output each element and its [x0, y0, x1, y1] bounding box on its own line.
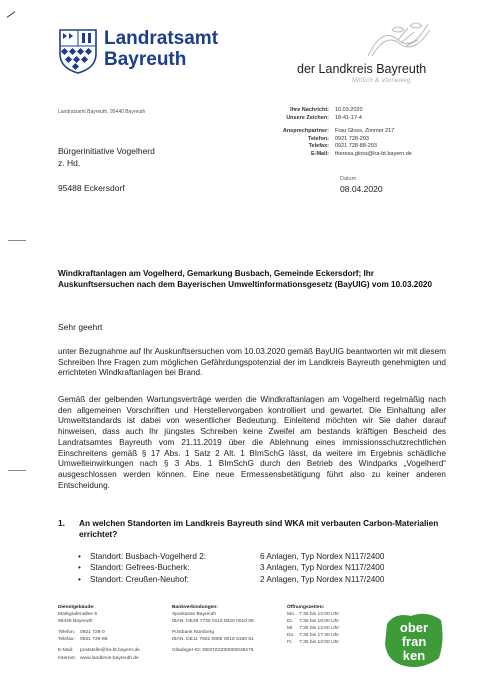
fold-mark: [8, 240, 26, 241]
corner-mark: [7, 11, 16, 18]
question-heading: [58, 518, 453, 541]
coat-of-arms-icon: [58, 28, 98, 74]
meta-value: 0921 728-88-293: [335, 143, 377, 149]
site-count: 2 Anlagen, Typ Nordex N117/2400: [260, 574, 385, 584]
meta-row: [252, 115, 445, 123]
footer-line: 95448 Bayreuth: [58, 619, 93, 625]
org-title: [104, 28, 218, 70]
meta-value: Frau Gloss, Zimmer 217: [335, 128, 395, 134]
sender-return-address: Landratsamt Bayreuth, 95440 Bayreuth: [58, 109, 146, 115]
recipient-line1: Bürgerinitiative Vogelherd: [58, 146, 155, 156]
list-item: [78, 574, 384, 585]
hours-time: 7:30 bis 12:00 Uhr: [299, 612, 339, 618]
footer-email: poststelle@lra-bt.bayern.de: [80, 648, 140, 654]
county-name: der Landkreis Bayreuth: [297, 62, 427, 76]
meta-key: Unsere Zeichen:: [286, 114, 329, 121]
hours-time: 7:30 bis 12:00 Uhr: [299, 626, 339, 632]
hours-day: Do.: [287, 633, 295, 639]
footer-line: Gläubiger-ID: DE97ZZZ00000048275: [172, 648, 254, 654]
site-count: 6 Anlagen, Typ Nordex N117/2400: [260, 552, 385, 561]
meta-value: 18-41-17-4: [335, 114, 362, 121]
list-item: [78, 562, 384, 573]
bullet-icon: •: [78, 552, 81, 561]
hours-day: Di.: [287, 619, 293, 625]
bullet-icon: •: [78, 574, 81, 584]
footer-label: E-Mail:: [58, 648, 74, 654]
meta-row: [252, 151, 445, 159]
site-count: 3 Anlagen, Typ Nordex N117/2400: [260, 563, 385, 573]
meta-value: theresa.gloss@lra-bt.bayern.de: [335, 150, 412, 157]
site-location: Standort: Busbach-Vogelherd 2:: [90, 552, 207, 561]
subject-line: Windkraftanlagen am Vogelherd, Gemarkung Busbach, Gemeinde Eckersdorf; Ihr Auskunftsersuchen nach dem Bayerischen Umweltinformationsgesetz (BayUIG) vom 10.03.2020: [58, 269, 433, 290]
body-paragraph: unter Bezugnahme auf Ihr Auskunftsersuchen vom 10.03.2020 gemäß BayUIG beantworten wir mit diesem Schreiben Ihre Fragen zum möglichen Gefährdungspotenzial der im Landkreis Bayreuth genehmigten und errichteten Windkraftanlagen bei Brand.: [58, 347, 446, 378]
meta-key: Telefax:: [308, 143, 329, 149]
recipient-address: [58, 146, 155, 169]
footer-heading: Öffnungszeiten:: [287, 605, 325, 610]
recipient-city: 95488 Eckersdorf: [58, 183, 125, 193]
meta-row: [252, 143, 445, 151]
footer-bank: [172, 604, 282, 655]
footer-hours: [287, 604, 362, 647]
question-text: An welchen Standorten im Landkreis Bayreuth sind WKA mit verbauten Carbon-Materialien errichtet?: [79, 518, 439, 540]
org-title-line2: Bayreuth: [104, 49, 187, 70]
meta-row: [252, 107, 445, 115]
meta-row: [252, 136, 445, 144]
site-list: [78, 551, 384, 585]
salutation: Sehr geehrt: [58, 322, 103, 332]
hours-time: 7:30 bis 17:30 Uhr: [299, 633, 339, 639]
meta-row: [252, 128, 445, 136]
footer-label: Telefon:: [58, 630, 76, 636]
footer-web: www.landkreis-bayreuth.de: [80, 655, 139, 661]
site-location: Standort: Creußen-Neuhof:: [90, 574, 189, 584]
hours-day: Mo.: [287, 612, 296, 618]
meta-value: 0921 728-293: [335, 135, 369, 142]
footer-heading: Bankverbindungen:: [172, 605, 218, 610]
county-tagline: Mittlich & Vorneweg: [352, 78, 411, 84]
footer-line: Sparkasse Bayreuth: [172, 612, 217, 618]
footer-address: [58, 604, 166, 662]
logo-text-line3: ken: [402, 648, 426, 663]
footer-line: IBAN: DE11 7601 0085 0018 6160 51: [172, 637, 254, 643]
date-value: 08.04.2020: [340, 184, 383, 194]
question-number: 1.: [58, 518, 65, 528]
logo-text-line1: ober: [399, 620, 429, 635]
hours-time: 7:30 bis 16:00 Uhr: [299, 619, 339, 625]
fold-mark: [8, 470, 26, 471]
meta-key: Telefon:: [308, 135, 329, 142]
meta-value: 10.03.2020: [335, 107, 363, 113]
logo-text-line2: fran: [401, 634, 427, 649]
county-logo-icon: [362, 20, 434, 60]
footer-line: Markgrafenallee 5: [58, 612, 98, 618]
footer-phone: 0921 728-0: [80, 630, 105, 636]
list-item: [78, 551, 384, 562]
hours-day: Fr.: [287, 640, 293, 646]
recipient-line2: z. Hd.: [58, 157, 81, 168]
meta-key: Ihre Nachricht:: [290, 107, 329, 113]
footer-label: Internet:: [58, 655, 76, 661]
footer-line: IBAN: DE36 7735 0110 0020 0010 06: [172, 619, 254, 625]
date-label: Datum: [340, 176, 357, 182]
footer-fax: 0921 728-88: [80, 637, 108, 643]
footer-heading: Dienstgebäude:: [58, 605, 95, 610]
bullet-icon: •: [78, 563, 81, 573]
oberfranken-logo-icon: [383, 610, 445, 670]
hours-day: Mi.: [287, 626, 294, 632]
body-paragraph: Gemäß der gelbenden Wartungsverträge werden die Windkraftanlagen am Vogelherd regelmäßig nach den allgemeinen Vorschriften und Herstellervorgaben kontrolliert und gewartet. Die Einhaltung aller Umweltstandards ist dabei von wesentlicher Bedeutung. Einleitend möchten wir Sie daher darauf hinweisen, dass auch Ihr jüngstes Schreiben keine Zweifel am bestands kräftigen Bescheid des Landratsamtes Bayreuth vom 21.11.2019 über die Ablehnung eines immissionsschutzrechtlichen Einschreitens gemäß § 17 Abs. 1 Satz 2 Alt. 1 BImSchG lässt, da weitere im Ergebnis schädliche Umwelteinwirkungen nach § 3 Abs. 1 BImSchG durch den Betrieb des Windparks „Vogelherd“ ausgeschlossen werden können. Eine neue Ermessensbetätigung führt also zu keiner anderen Entscheidung.: [58, 395, 446, 490]
footer-label: Telefax:: [58, 637, 75, 643]
meta-key: Ansprechpartner:: [282, 128, 329, 134]
hours-time: 7:30 bis 12:00 Uhr: [299, 640, 339, 646]
meta-key: E-Mail:: [310, 150, 329, 157]
site-location: Standort: Gefrees-Bucherk:: [90, 563, 190, 573]
reference-block: [252, 107, 445, 158]
footer-line: Postbank Nürnberg: [172, 630, 215, 636]
org-title-line1: Landratsamt: [104, 28, 219, 49]
